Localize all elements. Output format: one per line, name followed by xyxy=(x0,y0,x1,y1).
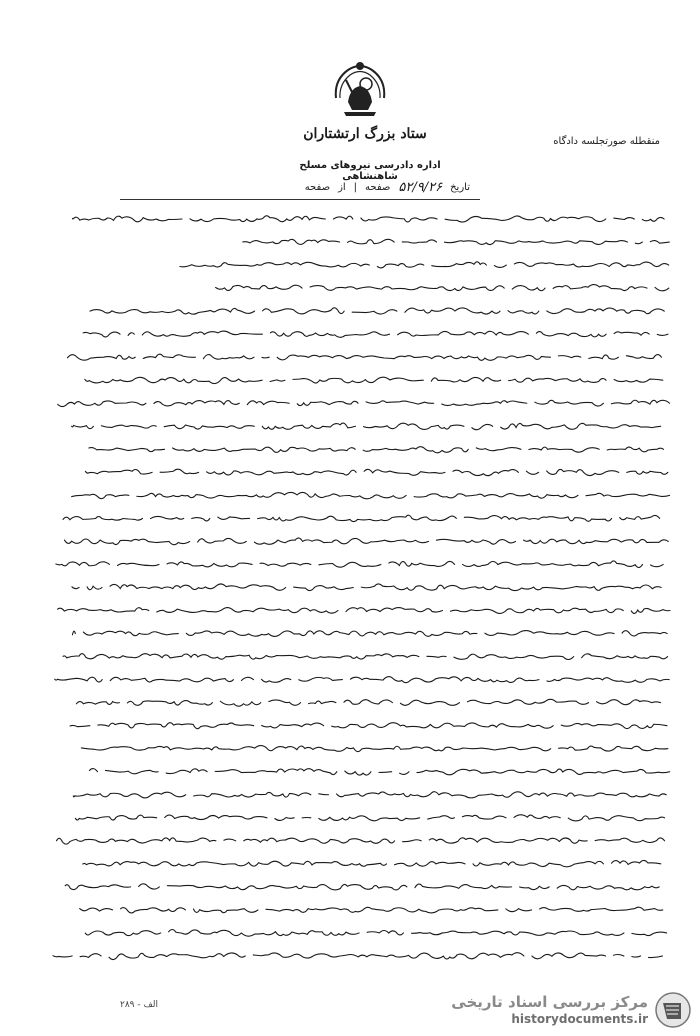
handwritten-line xyxy=(82,308,664,314)
lion-and-sun-emblem-icon xyxy=(330,58,390,120)
page-label: صفحه xyxy=(365,182,391,193)
handwritten-line xyxy=(57,838,665,844)
handwritten-line xyxy=(64,216,664,222)
handwritten-line xyxy=(80,907,663,913)
handwritten-line xyxy=(73,792,666,798)
handwritten-line xyxy=(48,561,663,568)
handwriting-strokes xyxy=(30,205,680,975)
of-label: از xyxy=(338,182,346,193)
form-caption: منقطله صورتجلسه دادگاه xyxy=(553,136,660,147)
handwritten-line xyxy=(85,930,666,937)
watermark-url: historydocuments.ir xyxy=(511,1012,648,1026)
handwritten-body xyxy=(30,205,680,975)
handwritten-line xyxy=(89,447,664,453)
header-rule xyxy=(120,199,480,200)
watermark-title: مرکز بررسی اسناد تاریخی xyxy=(451,993,648,1011)
handwritten-line xyxy=(75,815,664,821)
handwritten-line xyxy=(67,354,661,360)
archive-logo-icon xyxy=(654,991,692,1029)
handwritten-line xyxy=(57,608,669,614)
handwritten-line xyxy=(70,723,667,729)
watermark xyxy=(412,988,692,1032)
handwritten-line xyxy=(85,469,667,476)
page-count-label: صفحه xyxy=(304,182,331,193)
handwritten-line xyxy=(72,631,667,637)
handwritten-line xyxy=(63,515,660,521)
handwritten-line xyxy=(53,953,663,960)
date-value: ۵۲/۹/۲۶ xyxy=(398,180,443,195)
footer-number: ۲۸۹ - الف xyxy=(120,1000,159,1010)
handwritten-line xyxy=(89,769,669,776)
handwritten-line xyxy=(83,331,668,337)
handwritten-line xyxy=(76,699,660,706)
handwritten-line xyxy=(81,746,667,752)
page-separator: | xyxy=(353,182,358,193)
handwritten-line xyxy=(65,884,659,890)
handwritten-line xyxy=(55,677,669,683)
handwritten-line xyxy=(72,492,670,498)
department-subtitle: اداره دادرسی نیروهای مسلح شاهنشاهی xyxy=(299,160,441,182)
handwritten-line xyxy=(172,262,669,268)
handwritten-line xyxy=(83,860,661,866)
handwritten-line xyxy=(58,400,670,406)
handwritten-line xyxy=(55,654,667,660)
handwritten-line xyxy=(243,239,669,244)
handwritten-line xyxy=(85,377,663,383)
date-page-row xyxy=(150,180,470,195)
handwritten-line xyxy=(216,285,669,291)
handwritten-line xyxy=(72,423,661,430)
handwritten-line xyxy=(64,538,668,545)
date-label: تاریخ xyxy=(450,182,470,193)
organization-title: ستاد بزرگ ارتشتاران xyxy=(303,126,427,142)
handwritten-line xyxy=(64,584,661,591)
